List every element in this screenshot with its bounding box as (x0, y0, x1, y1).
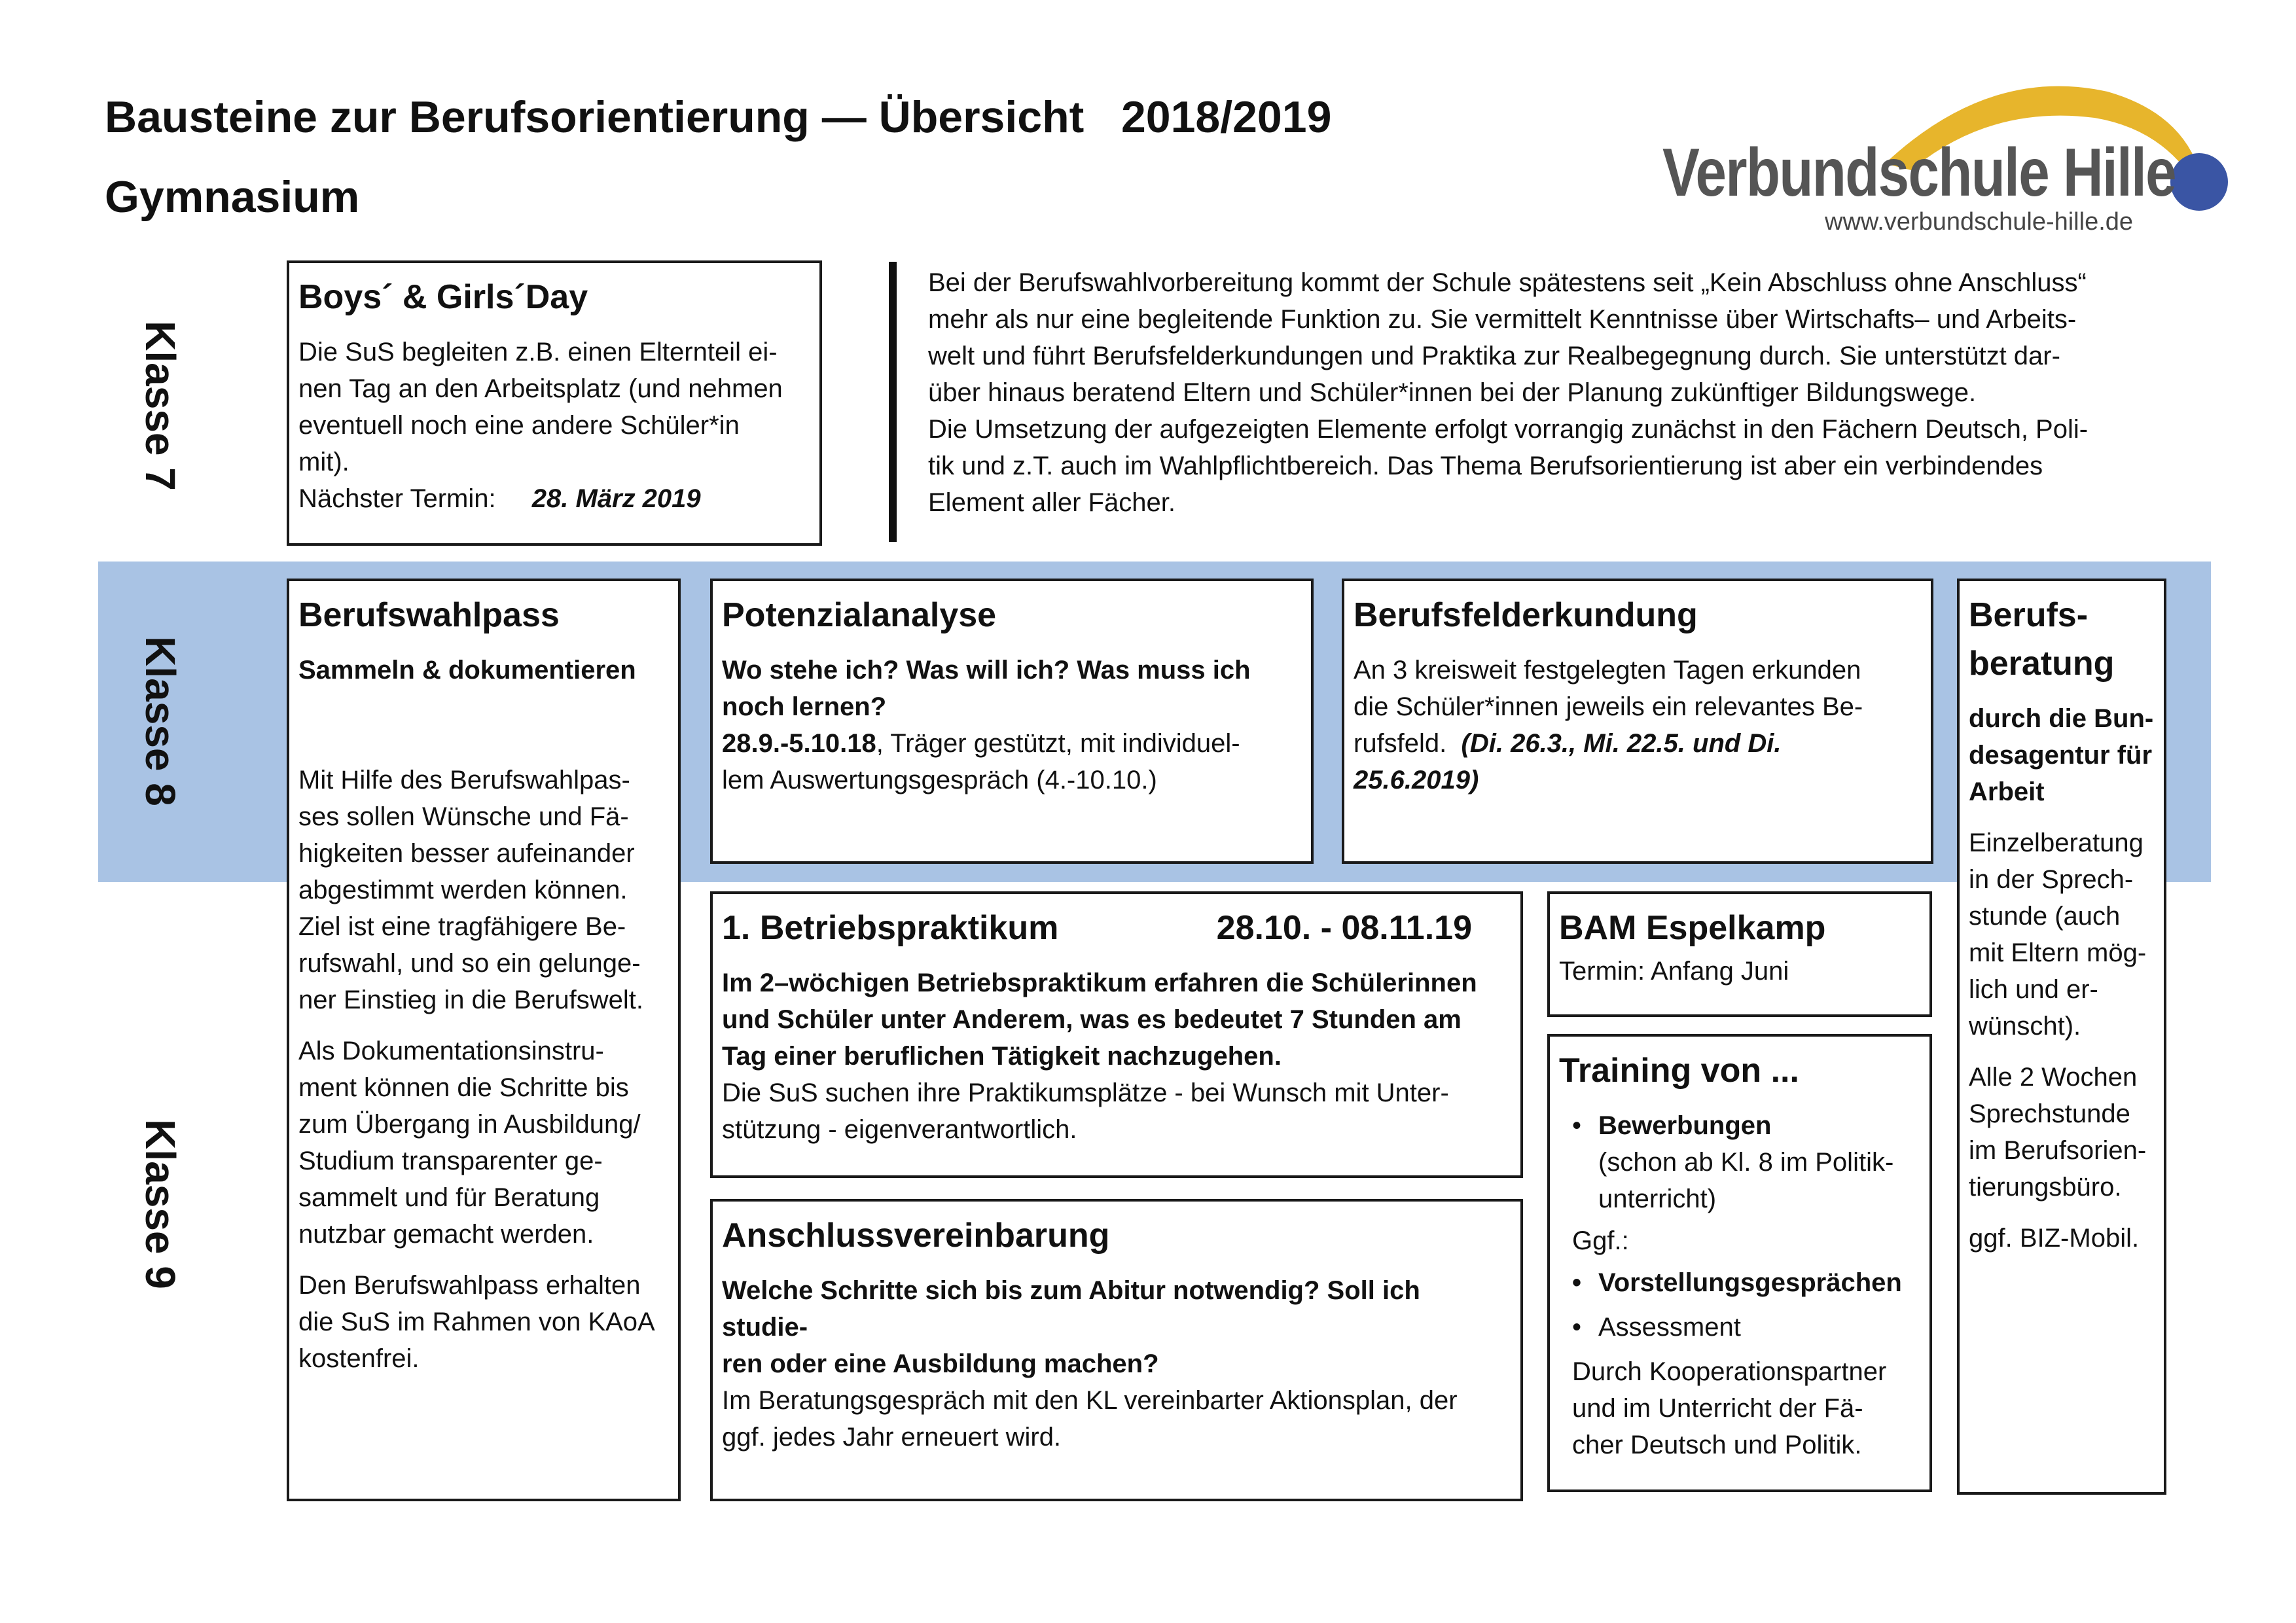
intro-line: Element aller Fächer. (928, 488, 1175, 517)
bp-line: stützung - eigenverantwortlich. (722, 1115, 1077, 1144)
pa-question: Wo stehe ich? Was will ich? Was muss ich (722, 656, 1251, 685)
intro-line: mehr als nur eine begleitende Funktion zu. Sie vermittelt Kenntnisse über Wirtschafts– und Arbeits- (928, 305, 2077, 334)
logo-url: www.verbundschule-hille.de (1825, 208, 2134, 236)
bwp-line: Als Dokumentationsinstru- (298, 1037, 604, 1065)
training-list-2 (1572, 1264, 1920, 1346)
page-title: Bausteine zur Berufsorientierung — Übersicht 2018/2019 (105, 92, 1332, 142)
bfe-line: An 3 kreisweit festgelegten Tagen erkunden (1354, 656, 1861, 685)
berufsberatung-title-a: Berufs- (1969, 596, 2089, 634)
training-title: Training von ... (1559, 1052, 1799, 1090)
boys-girls-line: mit). (298, 448, 350, 476)
bwp-line: zum Übergang in Ausbildung/ (298, 1110, 641, 1139)
intro-line: Die Umsetzung der aufgezeigten Elemente erfolgt vorrangig zunächst in den Fächern Deutsch, Poli- (928, 415, 2089, 444)
training-list-1 (1572, 1107, 1920, 1217)
bwp-line: die SuS im Rahmen von KAoA (298, 1308, 655, 1336)
anschluss-line: Im Beratungsgespräch mit den KL vereinbarter Aktionsplan, der (722, 1386, 1458, 1415)
bwp-line: rufswahl, und so ein gelunge- (298, 949, 641, 978)
bwp-line: ses sollen Wünsche und Fä- (298, 802, 629, 831)
training-footer-line: Durch Kooperationspartner (1572, 1357, 1887, 1386)
berufsfelderkundung-box (1342, 579, 1933, 864)
betriebspraktikum-box (710, 891, 1523, 1178)
potenzialanalyse-title: Potenzialanalyse (722, 596, 997, 634)
training-footer-line: und im Unterricht der Fä- (1572, 1394, 1863, 1423)
anschluss-box (710, 1199, 1523, 1501)
bb-line: in der Sprech- (1969, 865, 2134, 894)
pa-date-rest: , Träger gestützt, mit individuel- (876, 729, 1240, 758)
bwp-line: higkeiten besser aufeinander (298, 839, 635, 868)
training-ggf: Ggf.: (1572, 1226, 1629, 1255)
training-footer (1572, 1353, 1920, 1463)
bwp-line: Studium transparenter ge- (298, 1147, 603, 1175)
bp-bold-line: und Schüler unter Anderem, was es bedeutet 7 Stunden am (722, 1005, 1462, 1034)
bwp-line: ment können die Schritte bis (298, 1073, 629, 1102)
boys-girls-day-title: Boys´ & Girls´Day (298, 278, 588, 316)
bb-sub: desagentur für (1969, 741, 2153, 770)
bb-sub: durch die Bun- (1969, 704, 2154, 733)
training-footer-line: cher Deutsch und Politik. (1572, 1431, 1862, 1459)
bwp-line: kostenfrei. (298, 1344, 420, 1373)
berufswahlpass-subtitle: Sammeln & dokumentieren (298, 656, 636, 685)
bb-line: wünscht). (1969, 1012, 2081, 1041)
berufswahlpass-box (287, 579, 681, 1501)
bp-bold-line: Tag einer beruflichen Tätigkeit nachzugehen. (722, 1042, 1282, 1071)
berufsfelderkundung-title: Berufsfelderkundung (1354, 596, 1698, 634)
bb-line: im Berufsorien- (1969, 1136, 2147, 1165)
bb-line: lich und er- (1969, 975, 2098, 1004)
bwp-line: ner Einstieg in die Berufswelt. (298, 986, 643, 1014)
page-subtitle: Gymnasium (105, 172, 360, 222)
bam-title: BAM Espelkamp (1559, 909, 1826, 947)
training-item: • Vorstellungsgesprächen (1598, 1264, 1920, 1301)
betriebspraktikum-header (722, 906, 1511, 950)
intro-line: Bei der Berufswahlvorbereitung kommt der Schule spätestens seit „Kein Abschluss ohne Anschluss“ (928, 268, 2087, 297)
next-date-label: Nächster Termin: (298, 484, 496, 513)
bfe-dates-end: 25.6.2019) (1354, 766, 1479, 794)
bb-line: Sprechstunde (1969, 1099, 2130, 1128)
bb-sub: Arbeit (1969, 777, 2045, 806)
bwp-line: nutzbar gemacht werden. (298, 1220, 594, 1249)
boys-girls-line: nen Tag an den Arbeitsplatz (und nehmen (298, 374, 783, 403)
boys-girls-day-box (287, 260, 822, 546)
bwp-line: abgestimmt werden können. (298, 876, 628, 904)
training-item (1598, 1107, 1920, 1217)
bwp-line: sammelt und für Beratung (298, 1183, 600, 1212)
bfe-line: die Schüler*innen jeweils ein relevantes Be- (1354, 692, 1863, 721)
bfe-line-3 (1354, 725, 1922, 762)
bam-termin: Termin: Anfang Juni (1559, 957, 1789, 986)
training-item-line: unterricht) (1598, 1185, 1717, 1213)
bwp-line: Mit Hilfe des Berufswahlpas- (298, 766, 630, 794)
intro-line: welt und führt Berufsfelderkundungen und Praktika zur Realbegegnung durch. Sie unterstützt dar- (928, 342, 2060, 370)
anschluss-line: ggf. jedes Jahr erneuert wird. (722, 1423, 1062, 1452)
bp-line: Die SuS suchen ihre Praktikumsplätze - bei Wunsch mit Unter- (722, 1079, 1449, 1107)
bfe-line-3-text: rufsfeld. (1354, 729, 1447, 758)
klasse-7-label: Klasse 7 (137, 321, 184, 491)
intro-divider (889, 262, 897, 542)
klasse-9-label: Klasse 9 (137, 1119, 184, 1289)
next-date-row (298, 480, 810, 517)
pa-line: lem Auswertungsgespräch (4.-10.10.) (722, 766, 1157, 794)
pa-date: 28.9.-5.10.18 (722, 729, 876, 758)
betriebspraktikum-title: 1. Betriebspraktikum (722, 909, 1059, 947)
bb-line: mit Eltern mög- (1969, 938, 2147, 967)
bwp-line: Den Berufswahlpass erhalten (298, 1271, 641, 1300)
training-item-bold: Bewerbungen (1598, 1111, 1772, 1140)
bb-line: ggf. BIZ-Mobil. (1969, 1224, 2140, 1253)
bb-line: Einzelberatung (1969, 829, 2144, 857)
training-item: • Assessment (1598, 1309, 1920, 1346)
berufsberatung-title-b: beratung (1969, 645, 2115, 683)
pa-date-row (722, 725, 1302, 762)
bwp-line: Ziel ist eine tragfähigere Be- (298, 912, 626, 941)
bb-line: stunde (auch (1969, 902, 2121, 931)
bfe-dates: (Di. 26.3., Mi. 22.5. und Di. (1461, 729, 1782, 758)
anschluss-bold-line: Welche Schritte sich bis zum Abitur notwendig? Soll ich studie- (722, 1276, 1420, 1342)
bb-line: tierungsbüro. (1969, 1173, 2122, 1202)
pa-question: noch lernen? (722, 692, 887, 721)
next-date-value: 28. März 2019 (531, 484, 701, 513)
bb-line: Alle 2 Wochen (1969, 1063, 2138, 1092)
training-box (1547, 1034, 1932, 1492)
anschluss-title: Anschlussvereinbarung (722, 1217, 1110, 1255)
betriebspraktikum-dates: 28.10. - 08.11.19 (1216, 909, 1472, 947)
klasse-8-label: Klasse 8 (137, 636, 184, 806)
intro-line: tik und z.T. auch im Wahlpflichtbereich. Das Thema Berufsorientierung ist aber ein verbindendes (928, 452, 2043, 480)
berufsberatung-box (1957, 579, 2166, 1495)
logo-wordmark: Verbundschule Hille (1662, 135, 2176, 211)
intro-text (928, 264, 2172, 521)
berufswahlpass-title: Berufswahlpass (298, 596, 560, 634)
intro-line: über hinaus beratend Eltern und Schüler*innen bei der Planung zukünftiger Bildungswege. (928, 378, 1977, 407)
training-item-line: (schon ab Kl. 8 im Politik- (1598, 1148, 1894, 1177)
bp-bold-line: Im 2–wöchigen Betriebspraktikum erfahren die Schülerinnen (722, 969, 1477, 997)
bam-box (1547, 891, 1932, 1017)
boys-girls-line: eventuell noch eine andere Schüler*in (298, 411, 740, 440)
potenzialanalyse-box (710, 579, 1314, 864)
anschluss-bold-line: ren oder eine Ausbildung machen? (722, 1349, 1159, 1378)
boys-girls-line: Die SuS begleiten z.B. einen Elternteil ei- (298, 338, 778, 366)
